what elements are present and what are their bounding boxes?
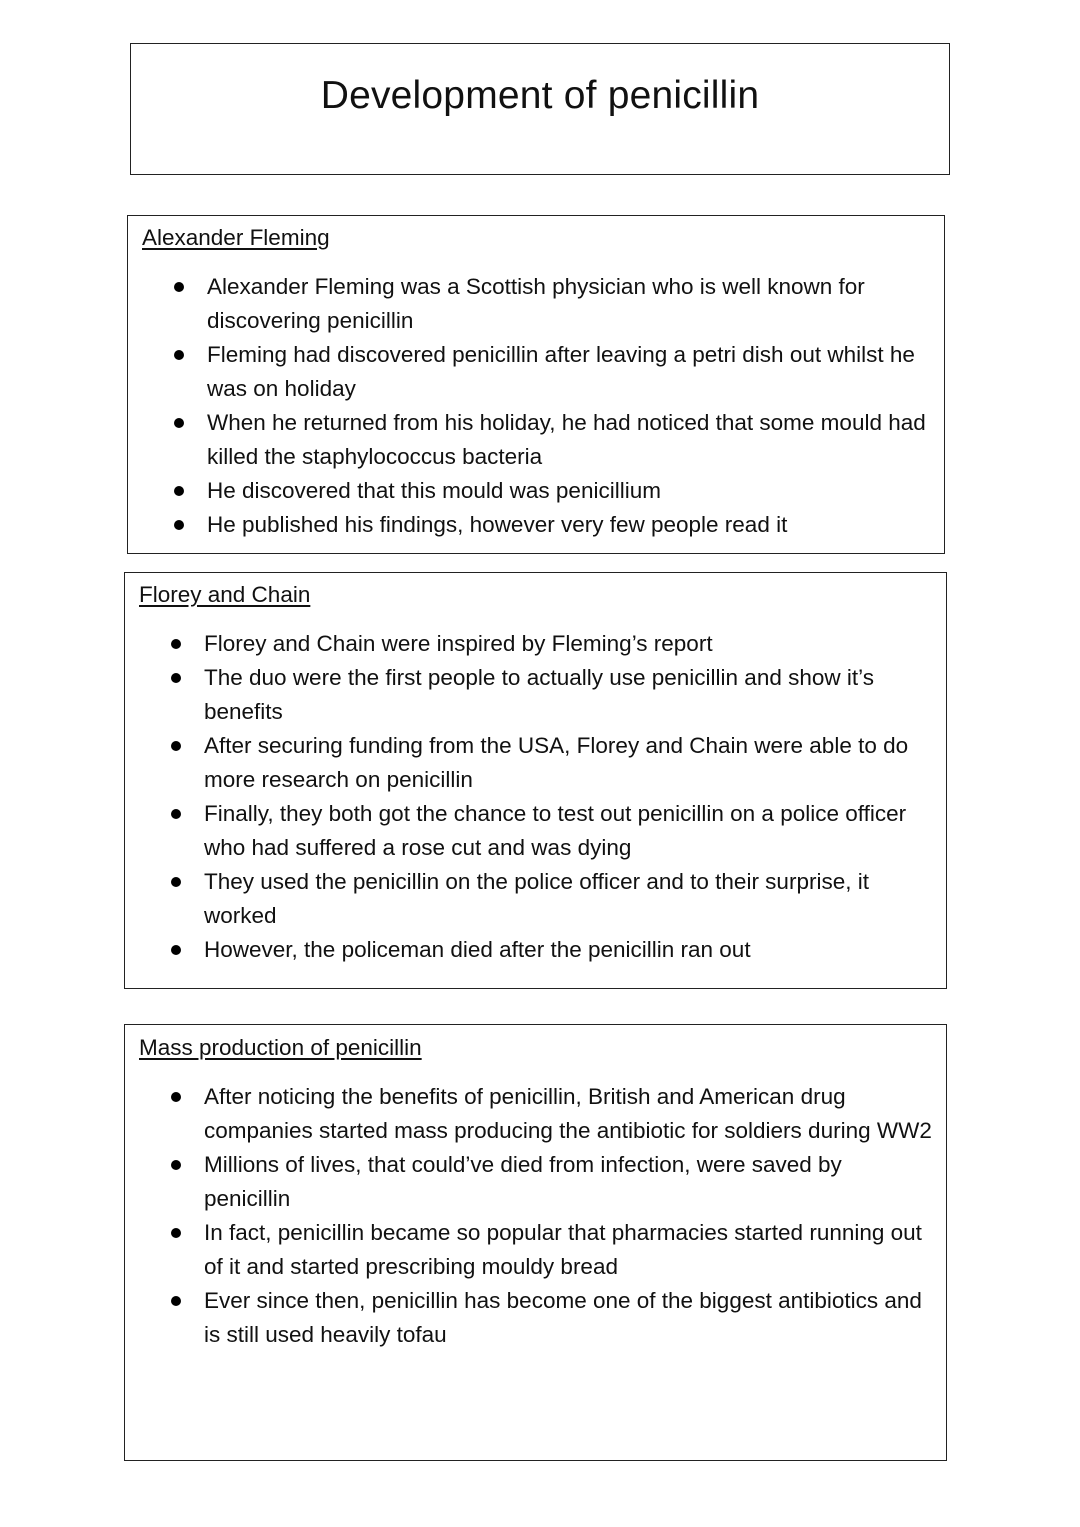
bullet-icon bbox=[174, 350, 184, 360]
bullet-icon bbox=[171, 639, 181, 649]
bullet-list bbox=[204, 627, 939, 967]
list-item bbox=[204, 1216, 934, 1284]
bullet-icon bbox=[171, 741, 181, 751]
list-item bbox=[204, 627, 939, 661]
list-item-text: Fleming had discovered penicillin after leaving a petri dish out whilst he was on holiday bbox=[207, 342, 915, 401]
list-item-text: After noticing the benefits of penicillin, British and American drug companies started mass producing the antibiotic for soldiers during WW2 bbox=[204, 1084, 932, 1143]
list-item-text: Finally, they both got the chance to test out penicillin on a police officer who had suffered a rose cut and was dying bbox=[204, 801, 907, 860]
list-item bbox=[207, 474, 932, 508]
section-heading: Mass production of penicillin bbox=[139, 1035, 422, 1060]
bullet-icon bbox=[171, 1160, 181, 1170]
page-title: Development of penicillin bbox=[320, 74, 760, 117]
list-item bbox=[207, 270, 932, 338]
section-heading: Alexander Fleming bbox=[142, 225, 330, 250]
list-item-text: The duo were the first people to actually use penicillin and show it’s benefits bbox=[204, 665, 874, 724]
list-item bbox=[207, 406, 932, 474]
list-item bbox=[204, 865, 939, 933]
bullet-icon bbox=[171, 877, 181, 887]
list-item-text: He published his findings, however very few people read it bbox=[207, 512, 788, 537]
list-item-text: Alexander Fleming was a Scottish physician who is well known for discovering penicillin bbox=[207, 274, 865, 333]
bullet-icon bbox=[174, 282, 184, 292]
bullet-icon bbox=[171, 673, 181, 683]
list-item bbox=[207, 508, 932, 542]
bullet-icon bbox=[171, 1296, 181, 1306]
list-item-text: Ever since then, penicillin has become one of the biggest antibiotics and is still used heavily tofau bbox=[204, 1288, 922, 1347]
list-item-text: However, the policeman died after the penicillin ran out bbox=[204, 937, 751, 962]
section-mass-production bbox=[124, 1024, 947, 1461]
list-item bbox=[204, 1080, 934, 1148]
list-item-text: Florey and Chain were inspired by Fleming’s report bbox=[204, 631, 713, 656]
list-item bbox=[204, 661, 939, 729]
list-item-text: He discovered that this mould was penicillium bbox=[207, 478, 661, 503]
list-item bbox=[204, 797, 939, 865]
list-item bbox=[204, 1284, 934, 1352]
list-item-text: In fact, penicillin became so popular that pharmacies started running out of it and started prescribing mouldy bread bbox=[204, 1220, 922, 1279]
bullet-icon bbox=[174, 520, 184, 530]
title-box bbox=[130, 43, 950, 175]
list-item-text: After securing funding from the USA, Florey and Chain were able to do more research on penicillin bbox=[204, 733, 909, 792]
list-item-text: When he returned from his holiday, he had noticed that some mould had killed the staphylococcus bacteria bbox=[207, 410, 926, 469]
list-item bbox=[204, 933, 939, 967]
bullet-list bbox=[207, 270, 932, 542]
list-item-text: They used the penicillin on the police officer and to their surprise, it worked bbox=[204, 869, 869, 928]
section-florey-and-chain bbox=[124, 572, 947, 989]
bullet-icon bbox=[171, 1228, 181, 1238]
section-alexander-fleming bbox=[127, 215, 945, 554]
bullet-icon bbox=[171, 809, 181, 819]
list-item-text: Millions of lives, that could’ve died from infection, were saved by penicillin bbox=[204, 1152, 842, 1211]
bullet-list bbox=[204, 1080, 934, 1352]
section-heading: Florey and Chain bbox=[139, 582, 311, 607]
list-item bbox=[207, 338, 932, 406]
bullet-icon bbox=[174, 486, 184, 496]
list-item bbox=[204, 729, 939, 797]
list-item bbox=[204, 1148, 934, 1216]
bullet-icon bbox=[171, 1092, 181, 1102]
bullet-icon bbox=[171, 945, 181, 955]
bullet-icon bbox=[174, 418, 184, 428]
